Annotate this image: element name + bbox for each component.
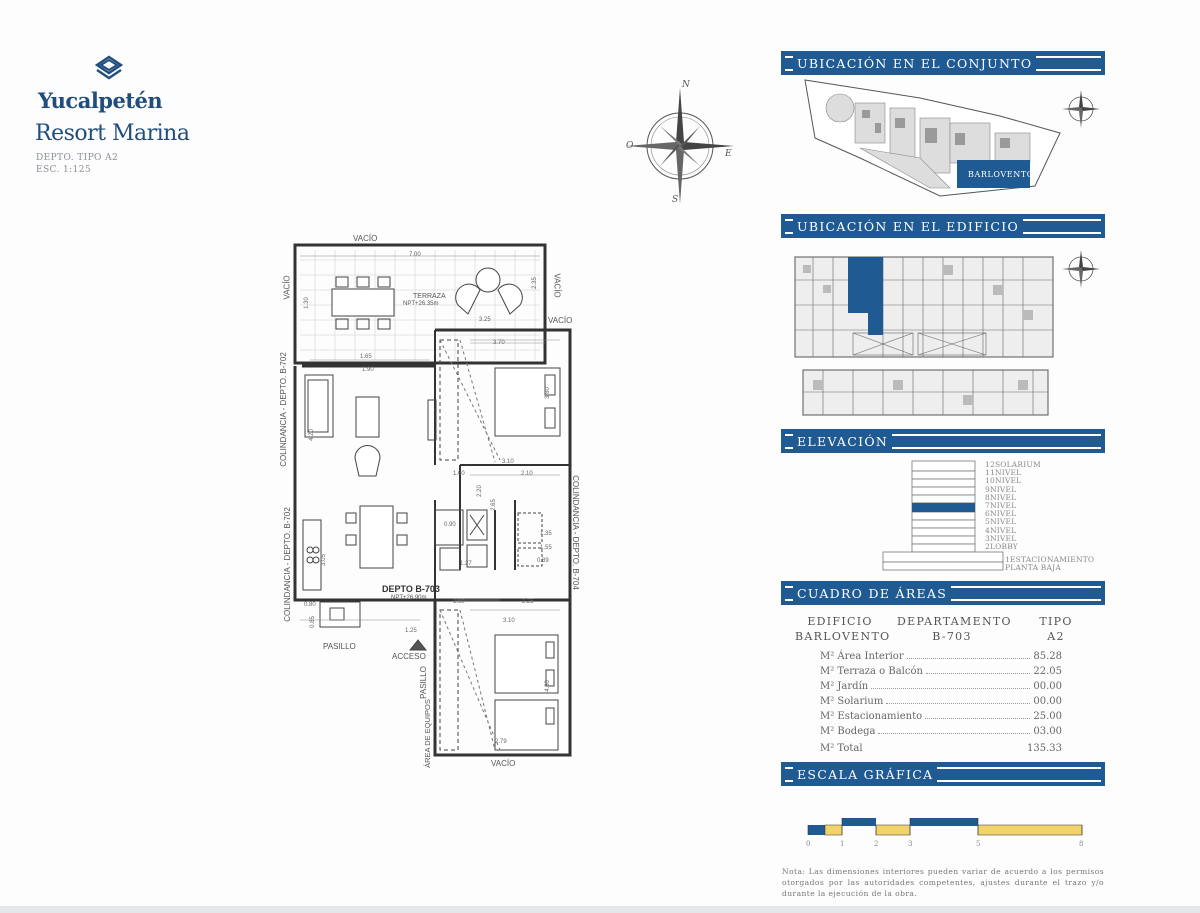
section-title: UBICACIÓN EN EL EDIFICIO [797,218,1019,234]
dim-hall-c: 2.10 [521,471,533,477]
dim-bath-d: 0.89 [537,558,549,564]
col-unit-value: B-703 [932,630,972,643]
area-total-value: 135.33 [1027,743,1062,754]
dim-kitchen-a: 0.85 [309,616,316,628]
dim-liv-top: 1.65 [360,354,372,360]
site-plan [800,78,1065,198]
level-label: 9NIVEL [985,484,1017,494]
void-bottom-label: VACÍO [491,759,516,768]
area-row [820,708,1062,722]
section-title: ESCALA GRÁFICA [797,766,934,782]
dim-terrace-width: 7.00 [409,252,421,258]
scale-tick-label: 2 [874,840,879,848]
dim-liv-side: 4.20 [308,429,315,441]
section-areas [781,581,1105,605]
scale-tick-label: 3 [908,840,913,848]
col-unit-header: DEPARTAMENTO [897,615,1012,628]
terrace-label: TERRAZA [413,293,446,300]
dim-bed1-top: 3.70 [493,340,505,346]
terrace-level: NPT+26.35m [403,301,439,307]
compass-rose-icon [620,78,740,208]
area-name: M² Estacionamiento [820,711,923,722]
dim-bath-a: 0.90 [444,522,456,528]
unit-type: DEPTO. TIPO A2 [36,153,119,163]
mini-compass-1-icon [1060,88,1102,130]
scale-tick-label: 1 [840,840,845,848]
unit-label: DEPTO B-703 [382,584,440,594]
scale-tick-label: 5 [976,840,981,848]
drawing-scale: ESC. 1:125 [36,165,91,175]
level-label: 5NIVEL [985,517,1017,527]
level-label: 6NIVEL [985,509,1017,519]
dim-terrace-side: 2.35 [531,277,538,289]
compass-east: E [725,149,732,159]
dim-access: 1.25 [405,628,417,634]
dim-bed1-side: 3.80 [544,387,551,399]
level-label: 2LOBBY [985,541,1018,551]
area-name: M² Jardín [820,681,869,692]
section-title: CUADRO DE ÁREAS [797,585,948,601]
level-label: 8NIVEL [985,492,1017,502]
brand-name-line1: Yucalpetén [38,88,163,113]
area-total-row [820,740,1062,754]
hallway-label: PASILLO [323,642,356,651]
logo-mark-icon [95,55,123,81]
area-name: M² Bodega [820,726,876,737]
section-title: UBICACIÓN EN EL CONJUNTO [797,55,1033,71]
dim-kitchen-side: 3.05 [320,554,327,566]
adjacent-left-bottom: COLINDANCIA - DEPTO. B-702 [282,507,292,622]
dim-bath-b: 1.35 [540,531,552,537]
compass-west: O [626,141,634,151]
void-left-label: VACÍO [282,275,292,300]
mini-compass-2-icon [1060,248,1102,290]
dim-terrace-left: 1.30 [303,297,310,309]
dim-kitchen-b: 0.80 [304,602,316,608]
area-name: M² Solarium [820,696,884,707]
area-value: 03.00 [1033,726,1062,737]
unit-level: NPT+26.90m [391,595,427,601]
elevation-levels [985,460,1041,550]
col-type-header: TIPO [1039,615,1073,628]
dim-bath-g: 2.65 [490,499,497,511]
level-label: 4NIVEL [985,525,1017,535]
access-label: ACCESO [392,652,426,661]
void-mid-label: VACÍO [548,316,573,325]
dim-hall-a: 1.60 [453,471,465,477]
adjacent-right: COLINDANCIA - DEPTO. B-704 [570,475,580,590]
dim-bath-c: 1.55 [540,545,552,551]
area-row [820,663,1062,677]
area-name: M² Terraza o Balcón [820,666,923,677]
col-building-header: EDIFICIO [807,615,873,628]
compass-south: S [672,195,679,205]
dim-bed2-side: 4.80 [544,680,551,692]
level-label: PLANTA BAJA [1005,563,1061,572]
section-graphic-scale [781,762,1105,786]
section-title: ELEVACIÓN [797,433,889,449]
page-edge [0,906,1200,913]
dim-bed2-bottom: 2.79 [495,739,507,745]
level-label: 12SOLARIUM [985,460,1041,469]
equipment-area-label: ÁREA DE EQUIPOS [422,699,432,768]
section-elevation [781,429,1105,453]
area-total-label: M² Total [820,743,863,754]
dim-liv-mid: 1.90 [362,367,374,373]
graphic-scale-bar [805,815,1090,840]
area-row [820,678,1062,692]
area-row [820,648,1062,662]
dim-bed2-top: 3.10 [503,618,515,624]
area-value: 00.00 [1033,681,1062,692]
dim-bath-e: 1.27 [460,561,472,567]
void-right-label: VACÍO [552,273,562,298]
level-label: 1ESTACIONAMIENTO [1005,555,1095,564]
area-value: 00.00 [1033,696,1062,707]
hallway-vertical-label: PASILLO [418,666,428,699]
scale-tick-label: 0 [806,840,811,848]
area-row [820,693,1062,707]
section-location-complex [781,51,1105,75]
dim-hall-e: 2.25 [522,599,534,605]
level-label: 3NIVEL [985,533,1017,543]
area-value: 22.05 [1033,666,1062,677]
brand-name-line2: Resort Marina [35,121,190,146]
dim-hall-d: 1.60 [453,599,465,605]
area-value: 25.00 [1033,711,1062,722]
level-label: 7NIVEL [985,500,1017,510]
adjacent-left-top: COLINDANCIA - DEPTO. B-702 [278,352,288,467]
dim-hall-b: 3.10 [502,459,514,465]
area-row [820,723,1062,737]
area-name: M² Área Interior [820,651,904,662]
void-top-label: VACÍO [353,234,378,243]
dim-bath-f: 2.20 [476,485,483,497]
disclaimer-note: Nota: Las dimensiones interiores pueden variar de acuerdo a los permisos otorgados por las autoridades competentes, ajustes durante el trazo y/o durante la ejecución de la obra. [782,867,1104,898]
col-building-value: BARLOVENTO [795,630,891,643]
site-building-label: BARLOVENTO [968,170,1034,179]
level-label: 11NIVEL [985,468,1022,478]
compass-north: N [682,80,690,90]
section-location-building [781,214,1105,238]
building-floor-plan [793,255,1055,420]
area-value: 85.28 [1033,651,1062,662]
level-label: 10NIVEL [985,476,1022,486]
col-type-value: A2 [1047,630,1065,643]
dim-terrace-inner: 3.25 [479,317,491,323]
floor-plan [270,230,605,775]
scale-tick-label: 8 [1079,840,1084,848]
